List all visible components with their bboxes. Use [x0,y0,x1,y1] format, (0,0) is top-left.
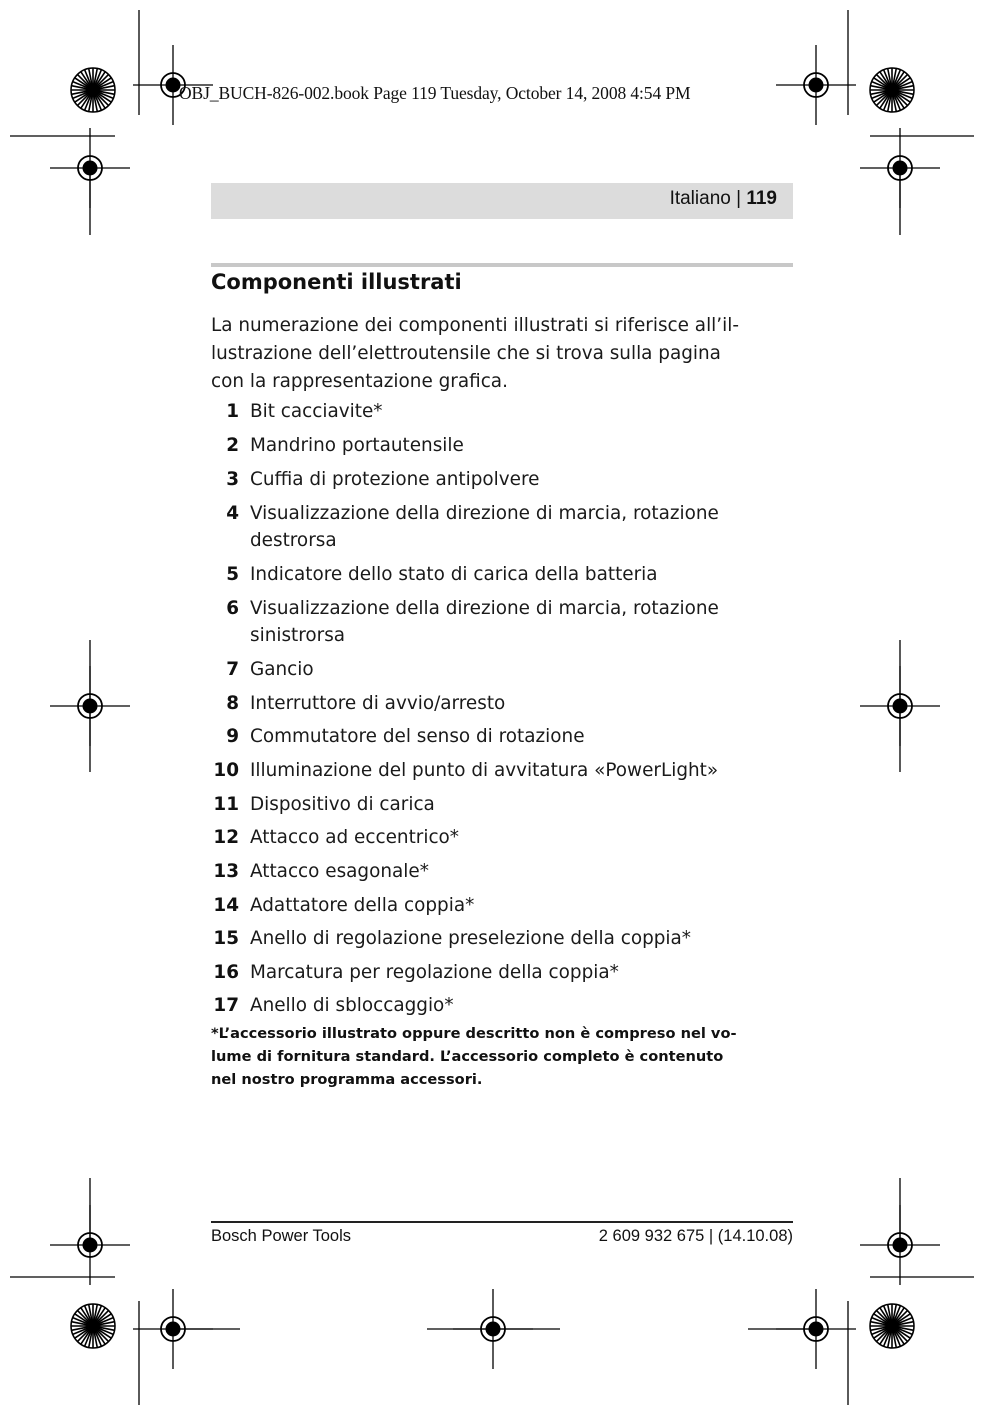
item-number: 14 [213,895,239,916]
item-text [250,398,798,425]
page-header-band [211,183,793,219]
item-line: Visualizzazione della direzione di marcia, rotazione [250,503,719,524]
item-text [250,959,798,986]
item-number: 5 [226,564,239,585]
item-text [250,824,798,851]
item-line: Marcatura per regolazione della coppia* [250,962,619,983]
item-line: Cuffia di protezione antipolvere [250,469,540,490]
item-number: 2 [226,435,239,456]
intro-line: La numerazione dei componenti illustrati si riferisce all’il- [211,315,739,336]
item-text [250,723,798,750]
item-line: Interruttore di avvio/arresto [250,693,506,714]
footnote-line: nel nostro programma accessori. [211,1071,483,1088]
item-number: 3 [226,469,239,490]
footer-rule [211,1221,793,1223]
intro-line: con la rappresentazione grafica. [211,371,508,392]
item-text [250,500,798,554]
item-number: 10 [213,760,239,781]
item-text [250,925,798,952]
item-number: 17 [213,995,239,1016]
item-number: 7 [226,659,239,680]
item-line: Illuminazione del punto di avvitatura «PowerLight» [250,760,719,781]
accessory-footnote [211,1022,801,1091]
item-number: 12 [213,827,239,848]
item-text [250,690,798,717]
intro-line: lustrazione dell’elettroutensile che si trova sulla pagina [211,343,721,364]
page-number: 119 [746,188,777,209]
item-text [250,595,798,649]
item-line: Anello di regolazione preselezione della coppia* [250,928,692,949]
item-number: 16 [213,962,239,983]
item-text [250,992,798,1019]
section-rule [211,263,793,267]
footer-doc-number: 2 609 932 675 | (14.10.08) [598,1227,793,1245]
item-text [250,656,798,683]
item-line: destrorsa [250,530,337,551]
item-line: Anello di sbloccaggio* [250,995,454,1016]
item-number: 9 [226,726,239,747]
item-text [250,432,798,459]
item-text [250,561,798,588]
item-line: Mandrino portautensile [250,435,464,456]
item-line: Indicatore dello stato di carica della batteria [250,564,658,585]
item-number: 1 [226,401,239,422]
item-number: 6 [226,598,239,619]
item-line: Bit cacciavite* [250,401,383,422]
page-header-label [670,188,777,210]
print-job-header: OBJ_BUCH-826-002.book Page 119 Tuesday, October 14, 2008 4:54 PM [179,83,691,103]
item-number: 8 [226,693,239,714]
item-line: Visualizzazione della direzione di marcia, rotazione [250,598,719,619]
item-number: 15 [213,928,239,949]
item-line: Attacco ad eccentrico* [250,827,460,848]
item-line: sinistrorsa [250,625,346,646]
item-text [250,466,798,493]
footnote-line: *L’accessorio illustrato oppure descritto non è compreso nel vo- [211,1025,737,1042]
item-number: 4 [226,503,239,524]
section-title: Componenti illustrati [211,270,462,294]
item-number: 13 [213,861,239,882]
item-text [250,858,798,885]
item-text [250,892,798,919]
item-text [250,791,798,818]
item-line: Attacco esagonale* [250,861,429,882]
intro-paragraph [211,312,801,396]
footer-brand: Bosch Power Tools [211,1227,352,1245]
item-line: Commutatore del senso di rotazione [250,726,585,747]
item-line: Adattatore della coppia* [250,895,475,916]
separator: | [730,188,747,209]
item-line: Gancio [250,659,314,680]
item-line: Dispositivo di carica [250,794,435,815]
footnote-line: lume di fornitura standard. L’accessorio completo è contenuto [211,1048,724,1065]
item-text [250,757,798,784]
language-label: Italiano [669,188,731,209]
item-number: 11 [213,794,239,815]
